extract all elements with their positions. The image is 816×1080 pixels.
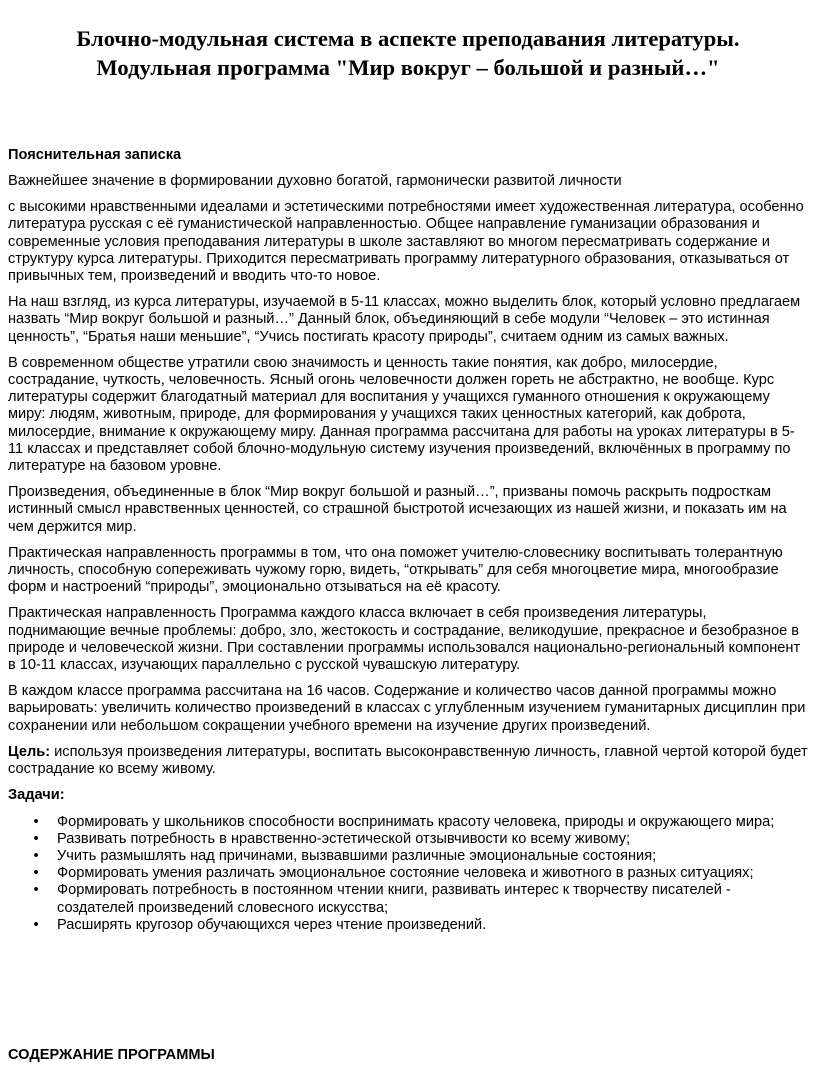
task-text: Расширять кругозор обучающихся через чтение произведений. — [57, 916, 487, 933]
goal-label: Цель: — [8, 743, 51, 760]
task-text: Формировать потребность в постоянном чтении книги, развивать интерес к творчеству писателей - создателей произведений словесного искусства; — [57, 882, 731, 916]
section-heading-explanatory-note: Пояснительная записка — [8, 147, 182, 163]
document-title — [8, 24, 808, 82]
list-item — [8, 831, 808, 848]
paragraph: Практическая направленность программы в том, что она поможет учителю-словеснику воспитывать толерантную личность, способную сопереживать чужому горю, видеть, “открывать” для себя многоцветие мира, многообразие форм и настроений “природы”, эмоционально отзываться на её красоту. — [8, 544, 783, 596]
paragraph: Важнейшее значение в формировании духовно богатой, гармонически развитой личности — [8, 173, 622, 189]
bullet-icon: • — [33, 830, 39, 847]
task-text: Учить размышлять над причинами, вызвавшими различные эмоциональные состояния; — [57, 847, 657, 864]
bullet-icon: • — [33, 916, 39, 933]
bullet-icon: • — [33, 865, 39, 882]
goal-paragraph — [8, 744, 808, 778]
paragraph: с высокими нравственными идеалами и эстетическими потребностями имеет художественная литература, особенно литература русская с её гуманистической направленностью. Общее направление гуманизации образования и современные условия преподавания литературы в школе заставляют во многом пересматривать содержание и структуру курса литературы. Приходится пересматривать программу литературного образования, отказываться от привычных тем, произведений и вводить что-то новое. — [8, 199, 804, 285]
paragraph: Практическая направленность Программа каждого класса включает в себя произведения литературы, поднимающие вечные проблемы: добро, зло, жестокость и сострадание, великодушие, прекрасное и безобразное в природе и человеческой жизни. При составлении программы использовался национально-региональный компонент в 10-11 классах, изучающих параллельно с русской чувашскую литературу. — [8, 605, 801, 674]
document-title-line-1: Блочно-модульная система в аспекте преподавания литературы. — [76, 26, 740, 51]
tasks-heading: Задачи: — [8, 787, 65, 804]
goal-text: используя произведения литературы, воспитать высоконравственную личность, главной чертой которой будет сострадание ко всему живому. — [8, 743, 808, 778]
task-text: Формировать умения различать эмоциональное состояние человека и животного в разных ситуациях; — [57, 865, 754, 882]
list-item — [8, 882, 808, 916]
bullet-icon: • — [33, 882, 39, 899]
list-item — [8, 917, 808, 934]
list-item — [8, 814, 808, 831]
paragraph: На наш взгляд, из курса литературы, изучаемой в 5-11 классах, можно выделить блок, который условно предлагаем назвать “Мир вокруг большой и разный…” Данный блок, объединяющий в себе модули “Человек – это истинная ценность”, “Братья наши меньшие”, “Учись постигать красоту природы”, считаем одним из самых важных. — [8, 294, 801, 345]
list-item — [8, 865, 808, 882]
bullet-icon: • — [33, 847, 39, 864]
list-item — [8, 848, 808, 865]
tasks-list — [8, 814, 808, 934]
task-text: Формировать у школьников способности воспринимать красоту человека, природы и окружающего мира; — [57, 813, 775, 830]
document-body — [8, 173, 808, 934]
paragraph: В каждом классе программа рассчитана на 16 часов. Содержание и количество часов данной программы можно варьировать: увеличить количество произведений в классах с углубленным изучением гуманитарных дисциплин при сохранении или небольшом сокращении учебного времени на изучение других произведений. — [8, 683, 806, 734]
paragraph: В современном обществе утратили свою значимость и ценность такие понятия, как добро, милосердие, сострадание, чуткость, человечность. Ясный огонь человечности должен гореть не абстрактно, не вообще. Курс литературы содержит благодатный материал для воспитания у учащихся гуманного отношения к окружающему миру: людям, животным, природе, для формирования у учащихся таких ценностных категорий, как доброта, милосердие, внимание к окружающему миру. Данная программа рассчитана для работы на уроках литературы в 5-11 классах и представляет собой блочно-модульную систему изучения произведений, включённых в программу по литературе на базовом уровне. — [8, 354, 795, 475]
document-title-line-2: Модульная программа "Мир вокруг – большой и разный…" — [96, 55, 720, 80]
task-text: Развивать потребность в нравственно-эстетической отзывчивости ко всему живому; — [57, 830, 631, 847]
paragraph: Произведения, объединенные в блок “Мир вокруг большой и разный…”, призваны помочь раскрыть подросткам истинный смысл нравственных ценностей, со страшной быстротой исчезающих из нашей жизни, и показать им на чем держится мир. — [8, 484, 787, 535]
program-content-heading: СОДЕРЖАНИЕ ПРОГРАММЫ — [8, 1047, 215, 1063]
bullet-icon: • — [33, 813, 39, 830]
